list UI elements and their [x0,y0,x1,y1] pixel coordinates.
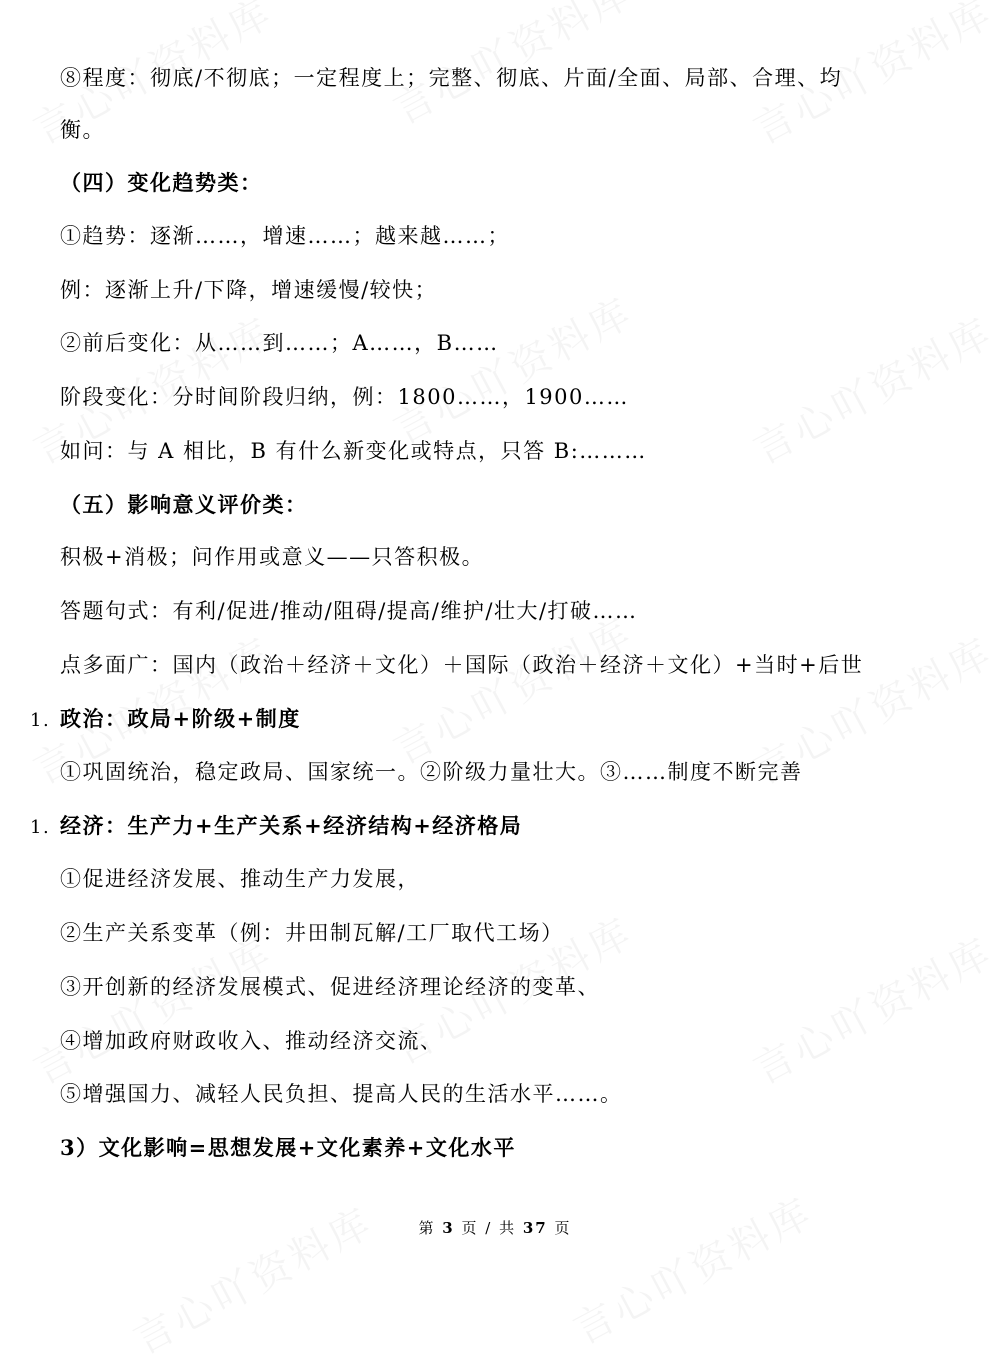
text-line: ②前后变化：从……到……；A……，B…… [60,331,499,355]
text-line: ⑧程度：彻底/不彻底；一定程度上；完整、彻底、片面/全面、局部、合理、均 [60,66,843,90]
subsection-heading: 3）文化影响=思想发展+文化素养+文化水平 [60,1135,516,1160]
section-heading: （四）变化趋势类： [60,170,263,195]
text-line: ①巩固统治，稳定政局、国家统一。②阶级力量壮大。③……制度不断完善 [60,760,803,784]
footer-suffix: 页 [554,1219,572,1237]
footer-middle: 页 / 共 [461,1219,517,1237]
numbered-heading [30,811,940,843]
text-line: ②生产关系变革（例：井田制瓦解/工厂取代工场） [60,921,564,945]
text-line: ⑤增强国力、减轻人民负担、提高人民的生活水平……。 [60,1082,623,1106]
text-line: 积极+消极；问作用或意义——只答积极。 [60,545,485,569]
section-heading: （五）影响意义评价类： [60,492,308,517]
text-line: ④增加政府财政收入、推动经济交流、 [60,1029,443,1053]
total-page-count: 37 [522,1219,548,1237]
text-line: 点多面广：国内（政治＋经济＋文化）＋国际（政治＋经济＋文化）+当时+后世 [60,653,864,677]
text-line: ①促进经济发展、推动生产力发展， [60,867,420,891]
watermark [562,1181,822,1355]
footer-prefix: 第 [418,1219,436,1237]
watermark [382,601,642,775]
page-footer [0,1218,990,1238]
text-line: 阶段变化：分时间阶段归纳，例：1800……，1900…… [60,385,629,409]
text-line: ①趋势：逐渐……，增速……；越来越……； [60,224,510,248]
text-line: 衡。 [60,118,105,142]
current-page-number: 3 [442,1219,455,1237]
list-number: 1. [30,817,51,838]
list-number: 1. [30,710,51,731]
numbered-heading-text: 经济：生产力+生产关系+经济结构+经济格局 [60,813,523,838]
numbered-heading [30,704,940,736]
text-line: 例：逐渐上升/下降，增速缓慢/较快； [60,278,438,302]
text-line: ③开创新的经济发展模式、促进经济理论经济的变革、 [60,975,600,999]
text-line: 如问：与 A 相比，B 有什么新变化或特点，只答 B:……… [60,439,647,463]
text-line: 答题句式：有利/促进/推动/阻碍/提高/维护/壮大/打破…… [60,599,638,623]
numbered-heading-text: 政治：政局+阶级+制度 [60,706,301,731]
watermark [382,281,642,455]
